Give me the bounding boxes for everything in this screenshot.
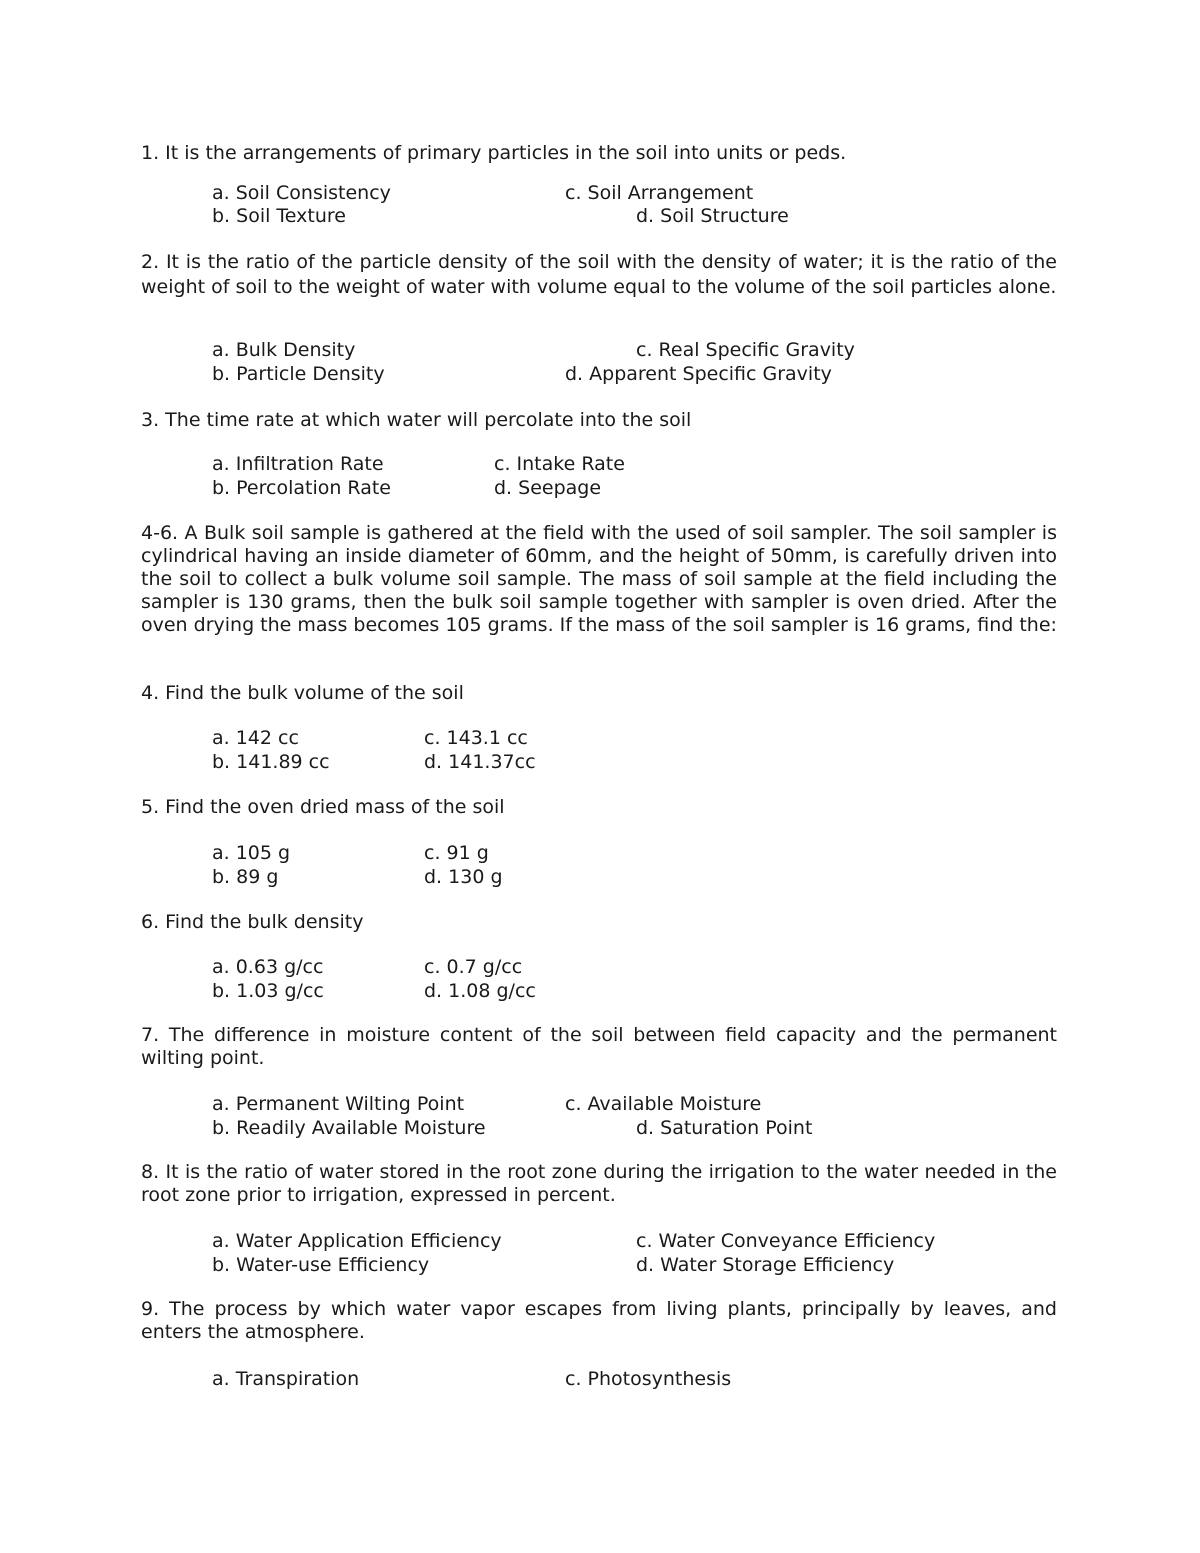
problem-statement: 4-6. A Bulk soil sample is gathered at the field with the used of soil sampler. The soil sampler is cylindrical having an inside diameter of 60mm, and the height of 50mm, is carefully driven into the soil to collect a bulk volume soil sample. The mass of soil sample at the field including the sampler is 130 grams, then the bulk soil sample together with sampler is oven dried. After the oven drying the mass becomes 105 grams. If the mass of the soil sampler is 16 grams, find the: [141, 522, 1057, 636]
question-6-option-a: a. 0.63 g/cc [212, 956, 324, 978]
question-6-option-d: d. 1.08 g/cc [424, 980, 536, 1002]
question-7-option-b: b. Readily Available Moisture [212, 1117, 486, 1139]
question-1-option-a: a. Soil Consistency [212, 182, 391, 204]
question-9-option-c: c. Photosynthesis [565, 1368, 732, 1390]
question-6-stem: 6. Find the bulk density [141, 911, 364, 933]
question-7-option-d: d. Saturation Point [636, 1117, 813, 1139]
question-4-stem: 4. Find the bulk volume of the soil [141, 682, 464, 704]
question-8-option-d: d. Water Storage Efficiency [636, 1254, 895, 1276]
question-5-option-c: c. 91 g [424, 842, 489, 864]
question-6-option-c: c. 0.7 g/cc [424, 956, 523, 978]
question-1-option-c: c. Soil Arrangement [565, 182, 754, 204]
question-2-option-a: a. Bulk Density [212, 339, 356, 361]
question-6-option-b: b. 1.03 g/cc [212, 980, 324, 1002]
question-2-option-c: c. Real Specific Gravity [636, 339, 855, 361]
question-8-option-a: a. Water Application Efficiency [212, 1230, 502, 1252]
question-1-option-d: d. Soil Structure [636, 205, 789, 227]
question-5-option-a: a. 105 g [212, 842, 291, 864]
question-8-stem: 8. It is the ratio of water stored in the root zone during the irrigation to the water needed in the root zone prior to irrigation, expressed in percent. [141, 1161, 1057, 1206]
question-3-stem: 3. The time rate at which water will percolate into the soil [141, 409, 692, 431]
question-3-option-c: c. Intake Rate [494, 453, 625, 475]
question-2-option-b: b. Particle Density [212, 363, 385, 385]
question-4-option-b: b. 141.89 cc [212, 751, 330, 773]
question-8-option-c: c. Water Conveyance Efficiency [636, 1230, 936, 1252]
question-7-stem: 7. The difference in moisture content of the soil between field capacity and the permanent wilting point. [141, 1024, 1057, 1069]
question-5-option-d: d. 130 g [424, 866, 503, 888]
question-8-option-b: b. Water-use Efficiency [212, 1254, 430, 1276]
question-9-option-a: a. Transpiration [212, 1368, 360, 1390]
question-3-option-a: a. Infiltration Rate [212, 453, 384, 475]
question-5-option-b: b. 89 g [212, 866, 279, 888]
question-9-stem: 9. The process by which water vapor escapes from living plants, principally by leaves, and enters the atmosphere. [141, 1298, 1057, 1343]
question-1-option-b: b. Soil Texture [212, 205, 346, 227]
question-3-option-b: b. Percolation Rate [212, 477, 391, 499]
question-2-option-d: d. Apparent Specific Gravity [565, 363, 832, 385]
question-2-stem: 2. It is the ratio of the particle density of the soil with the density of water; it is the ratio of the weight of soil to the weight of water with volume equal to the volume of the soil particles alone. [141, 251, 1057, 298]
question-3-option-d: d. Seepage [494, 477, 602, 499]
question-1-stem: 1. It is the arrangements of primary particles in the soil into units or peds. [141, 142, 847, 164]
question-7-option-c: c. Available Moisture [565, 1093, 762, 1115]
question-4-option-c: c. 143.1 cc [424, 727, 528, 749]
question-4-option-a: a. 142 cc [212, 727, 299, 749]
question-5-stem: 5. Find the oven dried mass of the soil [141, 796, 505, 818]
question-7-option-a: a. Permanent Wilting Point [212, 1093, 465, 1115]
question-4-option-d: d. 141.37cc [424, 751, 536, 773]
